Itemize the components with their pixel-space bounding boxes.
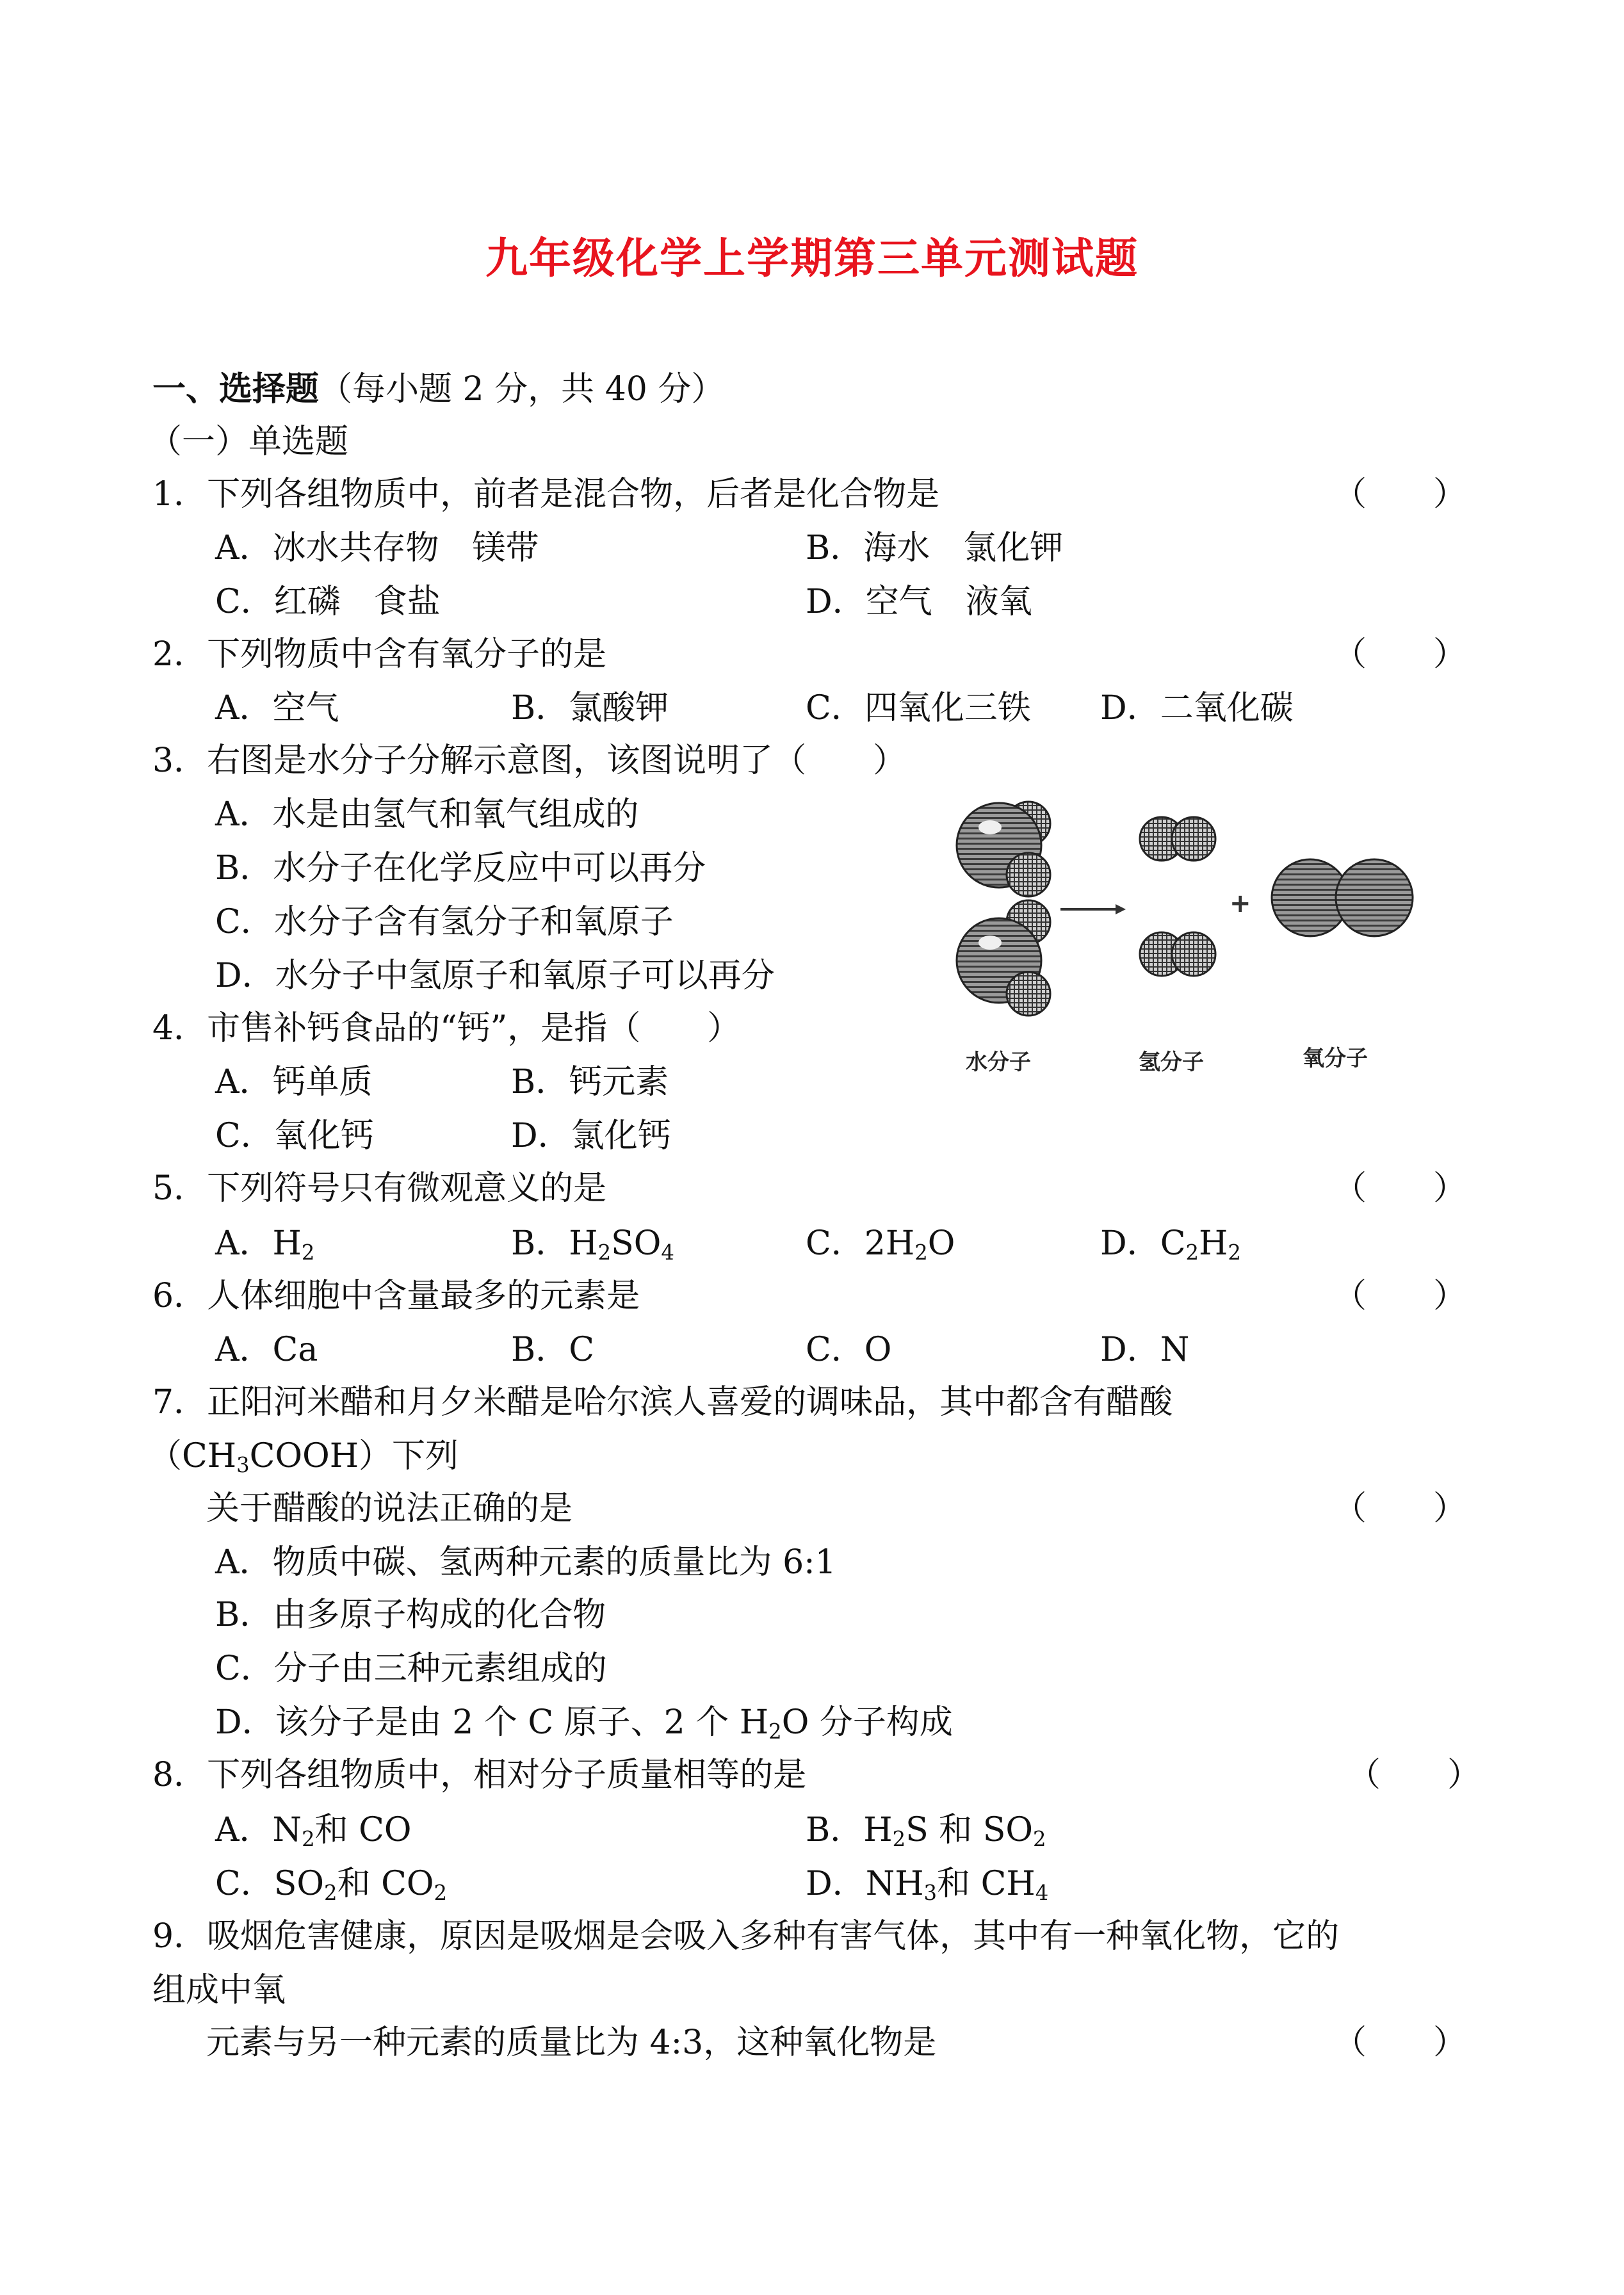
q8-c-sub2: 2 bbox=[434, 1881, 448, 1906]
q3-option-c: C．水分子含有氢分子和氧原子 bbox=[215, 903, 674, 941]
q8-d-sub2: 4 bbox=[1035, 1881, 1049, 1906]
q8-a-text: A．N bbox=[215, 1811, 302, 1849]
q5-b-mid: SO bbox=[611, 1224, 662, 1263]
water-molecule-2 bbox=[957, 900, 1050, 1016]
q6-option-c: C．O bbox=[806, 1331, 892, 1369]
q6-option-b: B．C bbox=[511, 1331, 595, 1369]
q1-answer-paren: （ ） bbox=[1333, 475, 1467, 514]
q8-d-mid: 和 CH bbox=[937, 1865, 1035, 1903]
label-oxygen-molecule: 氧分子 bbox=[1303, 1046, 1368, 1071]
q7-answer-paren: （ ） bbox=[1333, 1489, 1467, 1528]
label-hydrogen-molecule: 氢分子 bbox=[1139, 1050, 1204, 1075]
q7-option-c: C．分子由三种元素组成的 bbox=[215, 1650, 607, 1688]
q2-option-c: C．四氧化三铁 bbox=[806, 689, 1031, 727]
reaction-arrow bbox=[1060, 904, 1126, 914]
q3-option-d: D．水分子中氢原子和氧原子可以再分 bbox=[215, 957, 775, 995]
page-title: 九年级化学上学期第三单元测试题 bbox=[485, 233, 1139, 283]
q7-d-sub: 2 bbox=[768, 1719, 782, 1744]
q8-option-c bbox=[215, 1857, 447, 1911]
q5-b-text: B．H bbox=[511, 1224, 598, 1263]
q8-c-mid: 和 CO bbox=[337, 1865, 434, 1903]
q2-option-b: B．氯酸钾 bbox=[511, 689, 669, 727]
q7-stem-line-3: 关于醋酸的说法正确的是 bbox=[206, 1489, 573, 1528]
q5-option-c bbox=[806, 1217, 955, 1270]
q1-option-d: D．空气 液氧 bbox=[806, 583, 1032, 621]
q7-stem-line-2 bbox=[149, 1429, 459, 1483]
q9-stem-line-1: 9．吸烟危害健康，原因是吸烟是会吸入多种有害气体，其中有一种氧化物，它的 bbox=[152, 1917, 1340, 1956]
q8-option-a bbox=[215, 1803, 412, 1857]
q5-option-b bbox=[511, 1217, 674, 1270]
q5-c-text: C．2H bbox=[806, 1224, 915, 1263]
q5-a-sub: 2 bbox=[301, 1240, 315, 1265]
water-molecule-1 bbox=[957, 802, 1050, 896]
q2-stem: 2．下列物质中含有氧分子的是 bbox=[152, 635, 607, 674]
q6-option-a: A．Ca bbox=[215, 1331, 318, 1369]
q8-c-text: C．SO bbox=[215, 1865, 325, 1903]
q8-b-text: B．H bbox=[806, 1811, 893, 1849]
oxygen-molecule bbox=[1272, 859, 1413, 936]
q7-d-text: D．该分子是由 2 个 C 原子、2 个 H bbox=[215, 1703, 769, 1742]
q6-answer-paren: （ ） bbox=[1333, 1277, 1467, 1315]
q8-d-sub1: 3 bbox=[923, 1881, 938, 1906]
q7-d-post: O 分子构成 bbox=[781, 1703, 953, 1742]
section-heading bbox=[152, 362, 724, 416]
q4-option-b: B．钙元素 bbox=[511, 1063, 669, 1101]
q8-stem: 8．下列各组物质中，相对分子质量相等的是 bbox=[152, 1756, 807, 1794]
section-heading-text: 一、选择题 bbox=[152, 369, 320, 409]
q2-answer-paren: （ ） bbox=[1333, 635, 1467, 674]
q5-stem: 5．下列符号只有微观意义的是 bbox=[152, 1169, 607, 1208]
q9-stem-line-3: 元素与另一种元素的质量比为 4:3，这种氧化物是 bbox=[206, 2023, 937, 2062]
q7-formula-text: （CH bbox=[149, 1437, 237, 1475]
q1-stem: 1．下列各组物质中，前者是混合物，后者是化合物是 bbox=[152, 475, 940, 514]
q7-option-d bbox=[215, 1696, 953, 1749]
hydrogen-molecule-1 bbox=[1140, 817, 1215, 861]
q3-option-a: A．水是由氢气和氧气组成的 bbox=[215, 795, 639, 834]
q4-option-c: C．氧化钙 bbox=[215, 1117, 374, 1155]
q2-option-a: A．空气 bbox=[215, 689, 339, 727]
q4-option-a: A．钙单质 bbox=[215, 1063, 373, 1101]
q3-option-b: B．水分子在化学反应中可以再分 bbox=[215, 849, 706, 888]
q9-stem-line-2: 组成中氧 bbox=[152, 1971, 286, 2009]
q5-d-sub2: 2 bbox=[1228, 1240, 1241, 1265]
plus-sign: + bbox=[1230, 889, 1251, 918]
q8-b-sub2: 2 bbox=[1033, 1827, 1046, 1852]
section-note: （每小题 2 分，共 40 分） bbox=[319, 370, 725, 409]
q5-d-text: D．C bbox=[1100, 1224, 1186, 1263]
q7-option-b: B．由多原子构成的化合物 bbox=[215, 1596, 606, 1634]
q5-d-mid: H bbox=[1199, 1224, 1228, 1263]
q8-option-b bbox=[806, 1803, 1046, 1857]
q6-option-d: D．N bbox=[1100, 1331, 1190, 1369]
q1-option-a: A．冰水共存物 镁带 bbox=[215, 529, 539, 567]
q7-formula-post: COOH）下列 bbox=[249, 1437, 459, 1475]
q2-option-d: D．二氧化碳 bbox=[1100, 689, 1294, 727]
q5-option-d bbox=[1100, 1217, 1241, 1270]
q8-answer-paren: （ ） bbox=[1347, 1756, 1481, 1794]
q8-option-d bbox=[806, 1857, 1048, 1911]
q5-c-post: O bbox=[927, 1224, 955, 1263]
q6-stem: 6．人体细胞中含量最多的元素是 bbox=[152, 1277, 640, 1315]
q5-c-sub: 2 bbox=[914, 1240, 928, 1265]
q1-option-c: C．红磷 食盐 bbox=[215, 583, 441, 621]
label-water-molecule: 水分子 bbox=[966, 1050, 1031, 1075]
q5-b-sub1: 2 bbox=[597, 1240, 612, 1265]
q7-formula-sub: 3 bbox=[236, 1453, 250, 1478]
hydrogen-molecule-2 bbox=[1140, 932, 1215, 976]
q8-a-post: 和 CO bbox=[314, 1811, 412, 1849]
q5-option-a bbox=[215, 1217, 314, 1270]
q5-a-text: A．H bbox=[215, 1224, 302, 1263]
water-decomposition-figure bbox=[946, 756, 1452, 1101]
q7-option-a: A．物质中碳、氢两种元素的质量比为 6:1 bbox=[215, 1543, 836, 1582]
q5-answer-paren: （ ） bbox=[1333, 1169, 1467, 1208]
q8-b-mid: S 和 SO bbox=[905, 1811, 1034, 1849]
q5-b-sub2: 4 bbox=[661, 1240, 674, 1265]
q8-c-sub1: 2 bbox=[324, 1881, 337, 1906]
q7-stem-line-1: 7．正阳河米醋和月夕米醋是哈尔滨人喜爱的调味品，其中都含有醋酸 bbox=[152, 1383, 1173, 1422]
q3-stem: 3．右图是水分子分解示意图，该图说明了（ ） bbox=[152, 742, 907, 780]
q4-option-d: D．氯化钙 bbox=[511, 1117, 671, 1155]
q8-d-text: D．NH bbox=[806, 1865, 924, 1903]
q1-option-b: B．海水 氯化钾 bbox=[806, 529, 1064, 567]
q4-stem: 4．市售补钙食品的“钙”，是指（ ） bbox=[152, 1009, 741, 1048]
q5-d-sub1: 2 bbox=[1185, 1240, 1199, 1265]
q8-a-sub: 2 bbox=[302, 1827, 315, 1852]
subsection-heading: （一）单选题 bbox=[149, 423, 349, 461]
q8-b-sub1: 2 bbox=[892, 1827, 906, 1852]
q9-answer-paren: （ ） bbox=[1333, 2023, 1467, 2062]
